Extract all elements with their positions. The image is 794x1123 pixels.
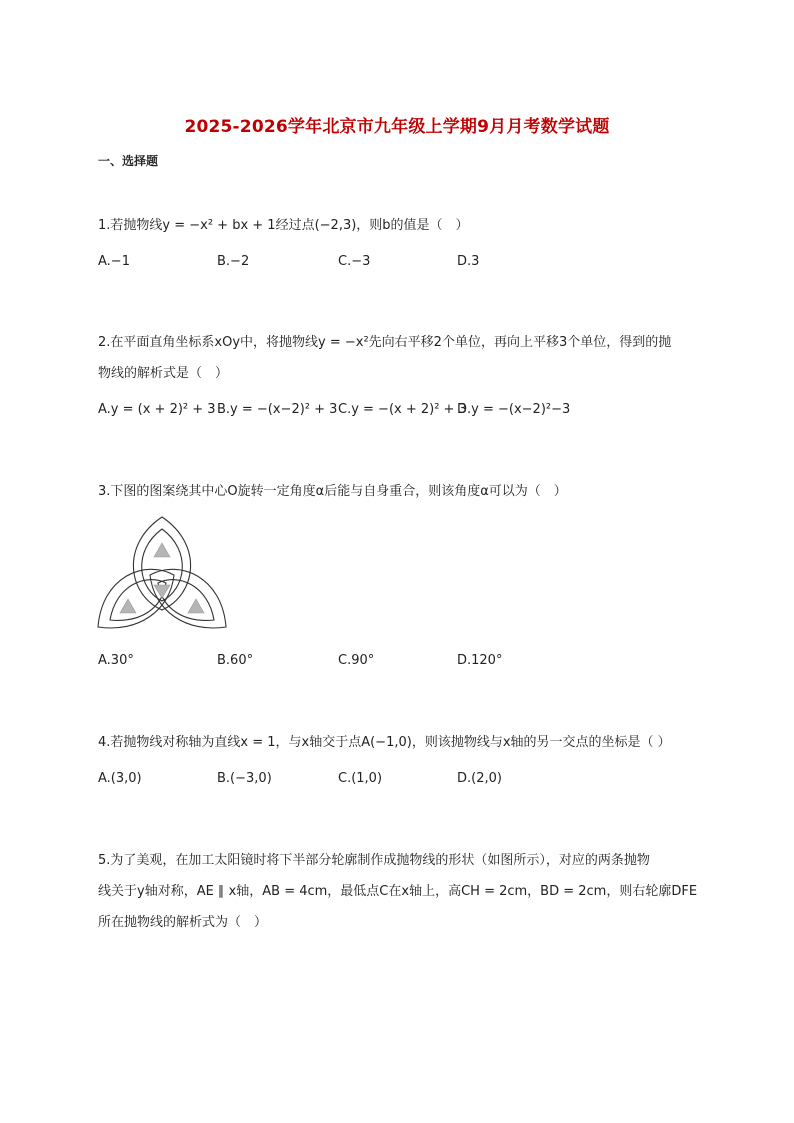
page-title: 2025-2026学年北京市九年级上学期9月月考数学试题 [184,117,610,137]
q3-option-c[interactable]: C.90° [338,653,375,668]
q2-option-c[interactable]: C.y = −(x + 2)² + 3 [338,402,467,417]
q1-option-a[interactable]: A.−1 [98,254,130,269]
question-5-line-3: 所在抛物线的解析式为（ ） [98,915,268,930]
q4-option-a[interactable]: A.(3,0) [98,771,142,786]
section-heading: 一、选择题 [98,154,159,168]
question-2-line-1: 2.在平面直角坐标系xOy中，将抛物线y = −x²先向右平移2个单位，再向上平移3个单位，得到的抛 [98,335,672,350]
triangle-left [120,599,136,613]
q1-option-c[interactable]: C.−3 [338,254,371,269]
question-2-line-2: 物线的解析式是（ ） [98,366,229,381]
q2-option-a[interactable]: A.y = (x + 2)² + 3 [98,402,216,417]
question-5-line-2: 线关于y轴对称，AE ∥ x轴，AB = 4cm，最低点C在x轴上，高CH = 2cm，BD = 2cm，则右轮廓DFE [98,884,698,899]
q2-option-d[interactable]: D.y = −(x−2)²−3 [457,402,571,417]
q4-option-c[interactable]: C.(1,0) [338,771,383,786]
question-4-text: 4.若抛物线对称轴为直线x = 1，与x轴交于点A(−1,0)，则该抛物线与x轴的另一交点的坐标是（ ） [98,735,671,750]
q3-option-d[interactable]: D.120° [457,653,503,668]
triangle-right [188,599,204,613]
question-3-text: 3.下图的图案绕其中心O旋转一定角度α后能与自身重合，则该角度α可以为（ ） [98,484,567,499]
q3-option-b[interactable]: B.60° [217,653,254,668]
q4-option-d[interactable]: D.(2,0) [457,771,502,786]
triangle-top [154,543,170,557]
q3-option-a[interactable]: A.30° [98,653,134,668]
q2-option-b[interactable]: B.y = −(x−2)² + 3 [217,402,338,417]
question-5-line-1: 5.为了美观，在加工太阳镜时将下半部分轮廓制作成抛物线的形状（如图所示），对应的两条抛物 [98,853,650,868]
q4-option-b[interactable]: B.(−3,0) [217,771,272,786]
q1-option-d[interactable]: D.3 [457,254,480,269]
q1-option-b[interactable]: B.−2 [217,254,250,269]
triquetra-figure [96,515,228,635]
question-1-text: 1.若抛物线y = −x² + bx + 1经过点(−2,3)，则b的值是（ ） [98,218,469,233]
